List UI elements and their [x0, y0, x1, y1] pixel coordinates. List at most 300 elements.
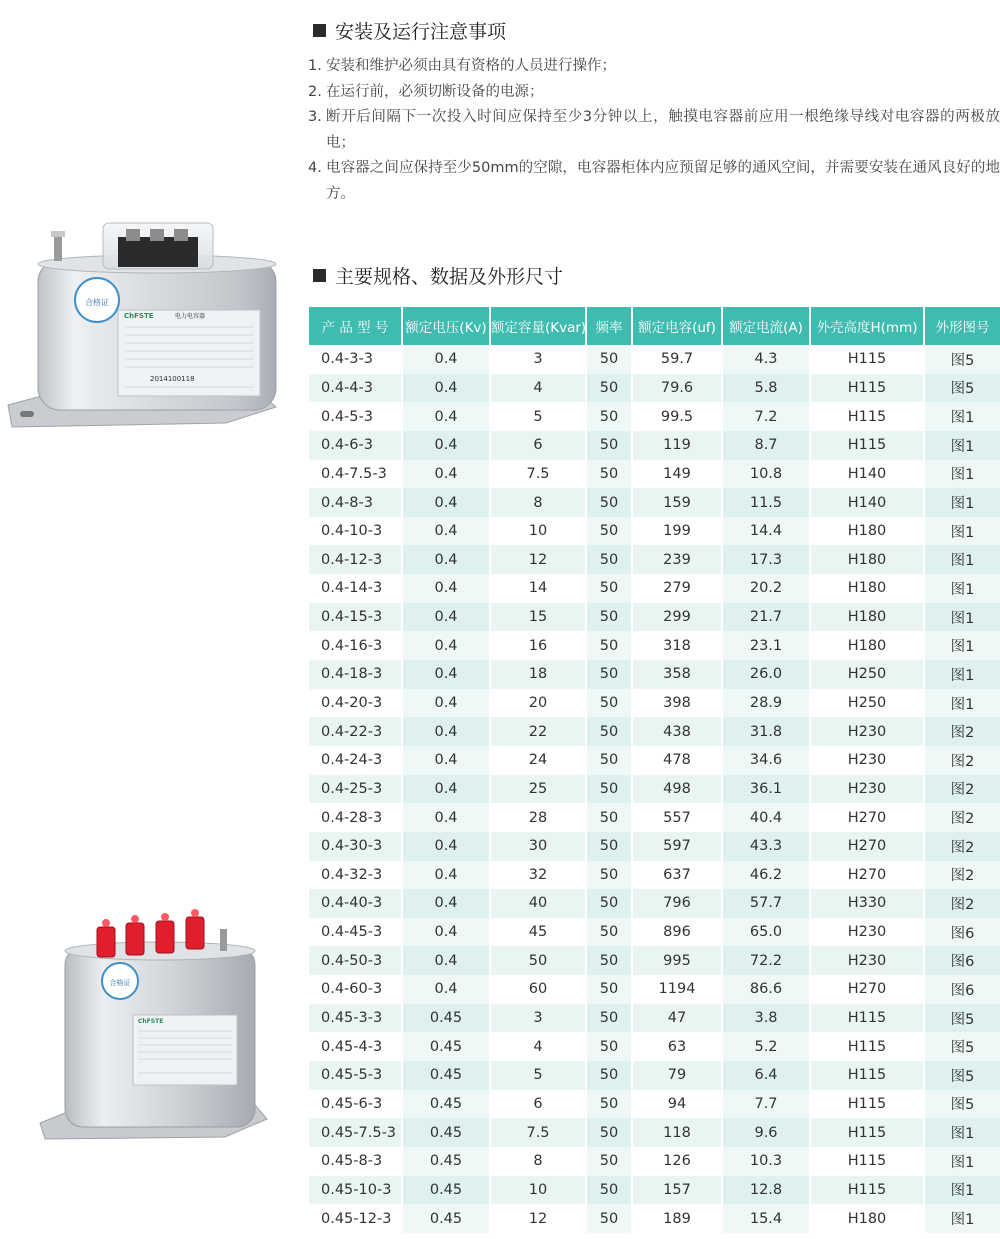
table-cell: H115: [811, 1118, 925, 1147]
table-cell: 22: [491, 717, 587, 746]
table-cell: 0.4: [403, 775, 491, 804]
table-cell: 45: [491, 918, 587, 947]
table-cell: 图1: [925, 488, 1000, 517]
table-cell: 597: [633, 832, 723, 861]
table-cell: 50: [587, 1032, 633, 1061]
table-row: [309, 660, 1000, 689]
table-cell: 11.5: [723, 488, 811, 517]
table-cell: H180: [811, 1204, 925, 1233]
table-cell: 0.4-22-3: [309, 717, 403, 746]
note-text: 电容器之间应保持至少50mm的空隙，电容器柜体内应预留足够的通风空间，并需要安装在通风良好的地方。: [326, 160, 1000, 202]
table-row: [309, 975, 1000, 1004]
table-cell: 28: [491, 803, 587, 832]
table-cell: H115: [811, 1061, 925, 1090]
table-cell: 0.4-18-3: [309, 660, 403, 689]
table-row: [309, 374, 1000, 403]
table-row: [309, 345, 1000, 374]
table-cell: 50: [587, 1176, 633, 1205]
table-cell: 0.4: [403, 402, 491, 431]
table-row: [309, 1118, 1000, 1147]
table-cell: 8: [491, 488, 587, 517]
table-cell: 6: [491, 1090, 587, 1119]
note-number: 2.: [308, 83, 322, 100]
table-cell: 0.45-10-3: [309, 1176, 403, 1205]
table-cell: H115: [811, 1147, 925, 1176]
table-cell: 0.4: [403, 918, 491, 947]
table-cell: 50: [587, 717, 633, 746]
table-cell: 7.2: [723, 402, 811, 431]
table-cell: 60: [491, 975, 587, 1004]
note-text: 安装和维护必须由具有资格的人员进行操作；: [326, 58, 616, 74]
note-item: [308, 80, 1000, 106]
table-row: [309, 889, 1000, 918]
table-cell: 图1: [925, 517, 1000, 546]
table-cell: 0.4-7.5-3: [309, 460, 403, 489]
table-cell: 79.6: [633, 374, 723, 403]
cert-text-2: 合格证: [109, 979, 131, 987]
table-cell: 0.4: [403, 431, 491, 460]
table-cell: 10.3: [723, 1147, 811, 1176]
table-cell: H270: [811, 861, 925, 890]
table-cell: 0.45-6-3: [309, 1090, 403, 1119]
table-cell: 50: [587, 402, 633, 431]
table-cell: 16: [491, 631, 587, 660]
table-cell: 398: [633, 689, 723, 718]
table-cell: 0.4-14-3: [309, 574, 403, 603]
note-item: [308, 54, 1000, 80]
table-cell: H180: [811, 603, 925, 632]
table-cell: 1194: [633, 975, 723, 1004]
table-cell: 0.45-5-3: [309, 1061, 403, 1090]
table-cell: 199: [633, 517, 723, 546]
table-cell: H180: [811, 545, 925, 574]
table-cell: 0.4-4-3: [309, 374, 403, 403]
table-cell: 63: [633, 1032, 723, 1061]
table-cell: 50: [587, 1147, 633, 1176]
table-cell: 0.4-50-3: [309, 946, 403, 975]
table-cell: 0.4-10-3: [309, 517, 403, 546]
brand-text-1: ChFSTE: [124, 312, 154, 320]
table-cell: 0.4: [403, 460, 491, 489]
table-cell: 0.4-5-3: [309, 402, 403, 431]
table-cell: 0.4: [403, 374, 491, 403]
table-cell: 0.4: [403, 717, 491, 746]
table-cell: 0.45: [403, 1004, 491, 1033]
table-cell: 5.2: [723, 1032, 811, 1061]
table-cell: 59.7: [633, 345, 723, 374]
table-cell: 0.4-3-3: [309, 345, 403, 374]
specs-title-text: 主要规格、数据及外形尺寸: [335, 266, 564, 288]
table-cell: 0.4: [403, 832, 491, 861]
table-cell: 50: [587, 803, 633, 832]
table-cell: H115: [811, 374, 925, 403]
table-cell: 40: [491, 889, 587, 918]
table-cell: 9.6: [723, 1118, 811, 1147]
table-cell: 图5: [925, 1090, 1000, 1119]
table-cell: H115: [811, 1032, 925, 1061]
table-cell: H115: [811, 402, 925, 431]
table-cell: 7.5: [491, 460, 587, 489]
table-cell: 图1: [925, 689, 1000, 718]
table-cell: 0.45: [403, 1032, 491, 1061]
table-cell: 图5: [925, 1032, 1000, 1061]
table-cell: 0.4: [403, 746, 491, 775]
table-row: [309, 460, 1000, 489]
note-number: 3.: [308, 109, 322, 125]
table-cell: 118: [633, 1118, 723, 1147]
table-cell: 28.9: [723, 689, 811, 718]
table-cell: 50: [587, 488, 633, 517]
table-cell: 5: [491, 1061, 587, 1090]
table-cell: 图1: [925, 545, 1000, 574]
table-cell: 0.4-32-3: [309, 861, 403, 890]
table-cell: 14: [491, 574, 587, 603]
table-cell: 46.2: [723, 861, 811, 890]
table-cell: 50: [587, 574, 633, 603]
table-cell: 5: [491, 402, 587, 431]
table-row: [309, 488, 1000, 517]
column-header: 外壳高度H(mm): [811, 307, 925, 345]
table-cell: H115: [811, 1004, 925, 1033]
table-cell: 43.3: [723, 832, 811, 861]
table-cell: 50: [587, 1118, 633, 1147]
table-cell: 20.2: [723, 574, 811, 603]
brand-text-2: ChFSTE: [138, 1018, 164, 1025]
table-row: [309, 1004, 1000, 1033]
table-cell: 50: [587, 746, 633, 775]
table-cell: 239: [633, 545, 723, 574]
table-cell: 图2: [925, 832, 1000, 861]
table-row: [309, 1090, 1000, 1119]
table-cell: 50: [587, 946, 633, 975]
column-header: 产 品 型 号: [309, 307, 403, 345]
table-cell: 0.4: [403, 488, 491, 517]
table-cell: 6: [491, 431, 587, 460]
table-cell: 0.4: [403, 660, 491, 689]
table-cell: 995: [633, 946, 723, 975]
table-cell: 图2: [925, 861, 1000, 890]
notes-section-title: [313, 17, 506, 44]
table-cell: H330: [811, 889, 925, 918]
table-cell: 15: [491, 603, 587, 632]
table-row: [309, 1147, 1000, 1176]
table-cell: 0.4-24-3: [309, 746, 403, 775]
table-row: [309, 717, 1000, 746]
table-cell: 0.45: [403, 1090, 491, 1119]
table-cell: 50: [587, 832, 633, 861]
table-cell: 50: [587, 975, 633, 1004]
table-cell: 0.4: [403, 603, 491, 632]
cert-text-1: 合格证: [85, 298, 109, 307]
table-cell: 0.4-25-3: [309, 775, 403, 804]
note-item: [308, 105, 1000, 156]
table-cell: 0.4: [403, 861, 491, 890]
table-cell: 0.4: [403, 345, 491, 374]
table-cell: 10.8: [723, 460, 811, 489]
table-cell: H180: [811, 574, 925, 603]
table-cell: 0.45-7.5-3: [309, 1118, 403, 1147]
column-header: 外形图号: [925, 307, 1000, 345]
table-cell: 0.45: [403, 1176, 491, 1205]
table-cell: 30: [491, 832, 587, 861]
table-cell: 157: [633, 1176, 723, 1205]
table-cell: 0.45-12-3: [309, 1204, 403, 1233]
table-cell: 0.45: [403, 1204, 491, 1233]
table-cell: 图6: [925, 946, 1000, 975]
table-cell: 图2: [925, 775, 1000, 804]
table-cell: 图1: [925, 1204, 1000, 1233]
table-cell: 50: [587, 1090, 633, 1119]
table-cell: 50: [587, 374, 633, 403]
note-number: 1.: [308, 58, 322, 74]
table-cell: 40.4: [723, 803, 811, 832]
specs-section-title: [313, 262, 563, 289]
table-cell: 358: [633, 660, 723, 689]
table-cell: 图2: [925, 803, 1000, 832]
table-cell: 图1: [925, 631, 1000, 660]
table-cell: 50: [587, 689, 633, 718]
table-cell: 0.4: [403, 975, 491, 1004]
table-cell: 637: [633, 861, 723, 890]
table-cell: 72.2: [723, 946, 811, 975]
square-bullet-icon: [313, 269, 326, 282]
table-cell: 图1: [925, 1176, 1000, 1205]
table-cell: 99.5: [633, 402, 723, 431]
table-cell: 8: [491, 1147, 587, 1176]
table-cell: 20: [491, 689, 587, 718]
table-cell: 50: [587, 861, 633, 890]
table-cell: 5.8: [723, 374, 811, 403]
table-cell: 图6: [925, 918, 1000, 947]
table-cell: 299: [633, 603, 723, 632]
table-cell: 0.4: [403, 545, 491, 574]
table-cell: 7.5: [491, 1118, 587, 1147]
column-header: 频率: [587, 307, 633, 345]
table-cell: 7.7: [723, 1090, 811, 1119]
table-cell: 26.0: [723, 660, 811, 689]
table-cell: 50: [587, 460, 633, 489]
table-cell: 50: [587, 918, 633, 947]
table-row: [309, 1061, 1000, 1090]
table-cell: 0.4: [403, 517, 491, 546]
table-cell: 189: [633, 1204, 723, 1233]
table-cell: 0.4-15-3: [309, 603, 403, 632]
table-cell: 0.4: [403, 574, 491, 603]
column-header: 额定电流(A): [723, 307, 811, 345]
table-cell: 119: [633, 431, 723, 460]
table-cell: H115: [811, 1090, 925, 1119]
table-cell: 0.45: [403, 1147, 491, 1176]
table-row: [309, 1176, 1000, 1205]
table-cell: 0.4: [403, 689, 491, 718]
table-cell: 4: [491, 374, 587, 403]
table-cell: 4: [491, 1032, 587, 1061]
table-cell: 0.4-40-3: [309, 889, 403, 918]
table-cell: 86.6: [723, 975, 811, 1004]
table-cell: 94: [633, 1090, 723, 1119]
square-bullet-icon: [313, 24, 326, 37]
table-cell: 50: [587, 660, 633, 689]
table-cell: 10: [491, 517, 587, 546]
table-cell: 438: [633, 717, 723, 746]
table-cell: H250: [811, 660, 925, 689]
capacitor-product-image-1: [0, 215, 290, 437]
table-row: [309, 517, 1000, 546]
table-cell: 0.4-16-3: [309, 631, 403, 660]
table-row: [309, 861, 1000, 890]
table-row: [309, 545, 1000, 574]
table-cell: 0.45: [403, 1118, 491, 1147]
table-cell: 18: [491, 660, 587, 689]
column-header: 额定电容(uf): [633, 307, 723, 345]
table-row: [309, 1032, 1000, 1061]
column-header: 额定容量(Kvar): [491, 307, 587, 345]
table-cell: H180: [811, 517, 925, 546]
table-cell: 图2: [925, 717, 1000, 746]
table-cell: 478: [633, 746, 723, 775]
table-cell: 图1: [925, 574, 1000, 603]
table-cell: 50: [587, 1204, 633, 1233]
note-number: 4.: [308, 160, 322, 176]
table-cell: 图5: [925, 1061, 1000, 1090]
table-cell: H270: [811, 803, 925, 832]
table-cell: 498: [633, 775, 723, 804]
table-cell: 32: [491, 861, 587, 890]
column-header: 额定电压(Kv): [403, 307, 491, 345]
table-cell: 0.45-8-3: [309, 1147, 403, 1176]
table-cell: 796: [633, 889, 723, 918]
table-row: [309, 803, 1000, 832]
table-cell: H230: [811, 746, 925, 775]
table-cell: 0.4-20-3: [309, 689, 403, 718]
table-cell: 12: [491, 545, 587, 574]
table-row: [309, 918, 1000, 947]
table-cell: 图2: [925, 889, 1000, 918]
specs-table: [309, 307, 1000, 1233]
notes-list: [308, 54, 1000, 207]
table-cell: 图6: [925, 975, 1000, 1004]
table-cell: 图2: [925, 746, 1000, 775]
table-cell: 图1: [925, 1118, 1000, 1147]
table-cell: 图1: [925, 402, 1000, 431]
table-cell: 3.8: [723, 1004, 811, 1033]
note-text: 在运行前，必须切断设备的电源；: [326, 83, 544, 100]
table-cell: 8.7: [723, 431, 811, 460]
table-cell: 17.3: [723, 545, 811, 574]
table-cell: H230: [811, 775, 925, 804]
table-cell: 0.45-3-3: [309, 1004, 403, 1033]
table-body: [309, 345, 1000, 1233]
table-cell: 图1: [925, 660, 1000, 689]
table-cell: 36.1: [723, 775, 811, 804]
table-cell: 50: [587, 603, 633, 632]
table-cell: 279: [633, 574, 723, 603]
table-cell: 图1: [925, 460, 1000, 489]
table-cell: H115: [811, 345, 925, 374]
table-row: [309, 631, 1000, 660]
table-cell: 896: [633, 918, 723, 947]
table-cell: 0.45-4-3: [309, 1032, 403, 1061]
notes-title-text: 安装及运行注意事项: [335, 21, 507, 43]
table-row: [309, 689, 1000, 718]
note-text: 断开后间隔下一次投入时间应保持至少3分钟以上，触摸电容器前应用一根绝缘导线对电容器的两极放电；: [326, 109, 1000, 151]
table-cell: 47: [633, 1004, 723, 1033]
table-cell: 0.45: [403, 1061, 491, 1090]
table-row: [309, 832, 1000, 861]
note-item: [308, 156, 1000, 207]
table-cell: H270: [811, 975, 925, 1004]
table-cell: 57.7: [723, 889, 811, 918]
table-cell: 21.7: [723, 603, 811, 632]
table-cell: 图5: [925, 374, 1000, 403]
table-cell: 50: [587, 345, 633, 374]
table-cell: 12.8: [723, 1176, 811, 1205]
table-cell: H250: [811, 689, 925, 718]
table-cell: 图5: [925, 1004, 1000, 1033]
table-cell: 3: [491, 1004, 587, 1033]
label-title-1: 电力电容器: [175, 313, 206, 320]
table-cell: 79: [633, 1061, 723, 1090]
table-cell: 0.4: [403, 631, 491, 660]
table-cell: 3: [491, 345, 587, 374]
table-cell: 6.4: [723, 1061, 811, 1090]
table-cell: H180: [811, 631, 925, 660]
table-cell: 4.3: [723, 345, 811, 374]
table-cell: H140: [811, 488, 925, 517]
table-row: [309, 746, 1000, 775]
table-cell: 10: [491, 1176, 587, 1205]
table-header-row: [309, 307, 1000, 345]
table-cell: 图1: [925, 603, 1000, 632]
table-cell: 34.6: [723, 746, 811, 775]
table-cell: 557: [633, 803, 723, 832]
table-cell: 50: [587, 775, 633, 804]
table-cell: 0.4-30-3: [309, 832, 403, 861]
capacitor-product-image-2: [35, 905, 270, 1155]
table-cell: 50: [587, 889, 633, 918]
table-cell: 65.0: [723, 918, 811, 947]
table-row: [309, 431, 1000, 460]
table-row: [309, 946, 1000, 975]
table-cell: 图5: [925, 345, 1000, 374]
table-cell: 12: [491, 1204, 587, 1233]
table-cell: 50: [587, 431, 633, 460]
table-cell: 50: [587, 1061, 633, 1090]
table-cell: 0.4-45-3: [309, 918, 403, 947]
table-cell: 0.4-28-3: [309, 803, 403, 832]
table-row: [309, 574, 1000, 603]
table-cell: 25: [491, 775, 587, 804]
table-cell: 图1: [925, 1147, 1000, 1176]
table-cell: H230: [811, 717, 925, 746]
table-cell: 318: [633, 631, 723, 660]
table-cell: 31.8: [723, 717, 811, 746]
table-cell: 126: [633, 1147, 723, 1176]
table-cell: H140: [811, 460, 925, 489]
table-cell: 0.4-60-3: [309, 975, 403, 1004]
table-cell: 50: [587, 545, 633, 574]
table-cell: 0.4-12-3: [309, 545, 403, 574]
table-cell: 15.4: [723, 1204, 811, 1233]
table-cell: H115: [811, 1176, 925, 1205]
table-cell: 50: [587, 1004, 633, 1033]
table-cell: 159: [633, 488, 723, 517]
table-row: [309, 1204, 1000, 1233]
table-cell: H230: [811, 946, 925, 975]
table-cell: 50: [587, 631, 633, 660]
table-row: [309, 775, 1000, 804]
table-cell: 149: [633, 460, 723, 489]
